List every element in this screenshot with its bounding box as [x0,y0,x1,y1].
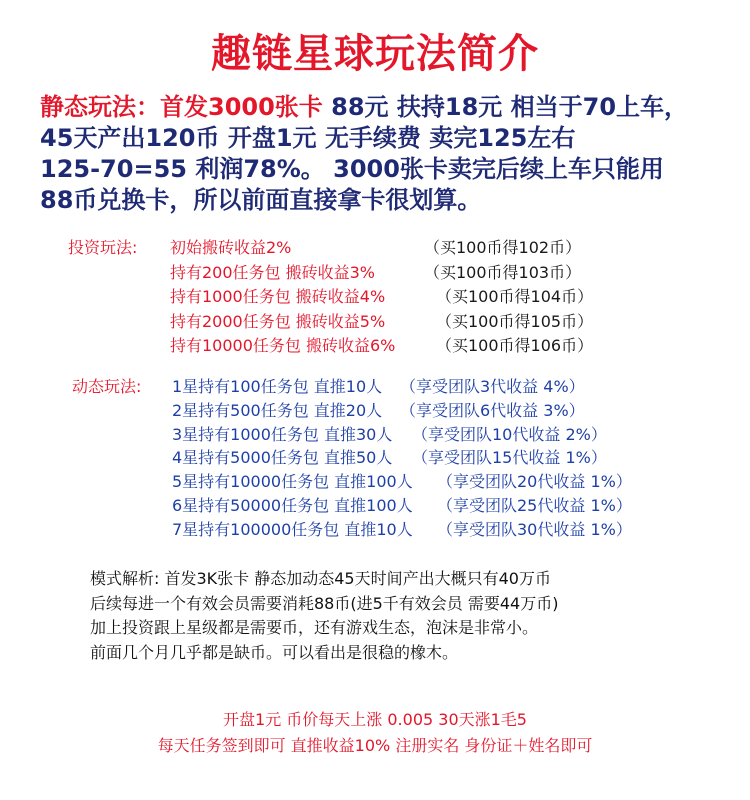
dynamic-row-note: （享受团队30代收益 1%） [437,519,632,539]
static-line-1-text: 88元 扶持18元 相当于70上车， [322,93,689,121]
dynamic-row-text: 3星持有1000任务包 直推30人 [172,424,393,444]
dynamic-row-text: 2星持有500任务包 直推20人 [172,400,383,420]
analysis-line: 后续每进一个有效会员需要消耗88币(进5千有效会员 需要44万币) [90,593,559,613]
static-first-issue: 首发3000张卡 [160,93,323,121]
invest-row-note: （买100币得106币） [436,336,594,355]
invest-row-text: 持有2000任务包 搬砖收益5% [170,311,386,331]
dynamic-row-note: （享受团队20代收益 1%） [437,472,632,492]
dynamic-row-text: 7星持有100000任务包 直推10人 [172,519,413,539]
invest-row-text: 持有1000任务包 搬砖收益4% [170,287,386,306]
static-label: 静态玩法： [40,93,160,121]
dynamic-row-text: 1星持有100任务包 直推10人 [172,377,383,396]
footer-line-price: 开盘1元 币价每天上涨 0.005 30天涨1毛5 [223,710,527,729]
invest-label: 投资玩法: [68,238,138,257]
dynamic-row-note: （享受团队3代收益 4%） [400,377,585,396]
invest-row-text: 持有10000任务包 搬砖收益6% [170,336,396,355]
invest-row-note: （买100币得105币） [436,311,594,331]
dynamic-row-text: 6星持有50000任务包 直推100人 [172,495,413,515]
footer-section [0,707,750,759]
invest-row-text: 初始搬砖收益2% [170,238,292,257]
invest-row-note: （买100币得103币） [424,262,582,282]
static-line-3: 125-70=55 利润78%。 3000张卡卖完后续上车只能用 [40,155,664,183]
analysis-line: 前面几个月几乎都是缺币。可以看出是很稳的橡木。 [90,642,459,662]
model-analysis-section [90,567,558,665]
dynamic-row-note: （享受团队10代收益 2%） [412,424,607,444]
dynamic-row-text: 4星持有5000任务包 直推50人 [172,448,393,468]
dynamic-label: 动态玩法: [72,377,142,396]
static-play-section [40,92,730,216]
dynamic-row-note: （享受团队15代收益 1%） [412,448,607,468]
static-line-4: 88币兑换卡，所以前面直接拿卡很划算。 [40,186,482,214]
static-line-2: 45天产出120币 开盘1元 无手续费 卖完125左右 [40,124,576,152]
page-title: 趣链星球玩法简介 [211,31,539,77]
dynamic-row-note: （享受团队25代收益 1%） [437,495,632,515]
dynamic-row-text: 5星持有10000任务包 直推100人 [172,472,413,492]
analysis-line: 模式解析: 首发3K张卡 静态加动态45天时间产出大概只有40万币 [90,569,551,588]
analysis-line: 加上投资跟上星级都是需要币，还有游戏生态，泡沫是非常小。 [90,618,539,637]
footer-line-tasks: 每天任务签到即可 直推收益10% 注册实名 身份证＋姓名即可 [157,736,593,755]
dynamic-row-note: （享受团队6代收益 3%） [400,400,585,420]
invest-row-text: 持有200任务包 搬砖收益3% [170,262,376,282]
invest-row-note: （买100币得104币） [436,287,594,306]
invest-row-note: （买100币得102币） [424,238,582,257]
static-line-1 [40,92,730,123]
